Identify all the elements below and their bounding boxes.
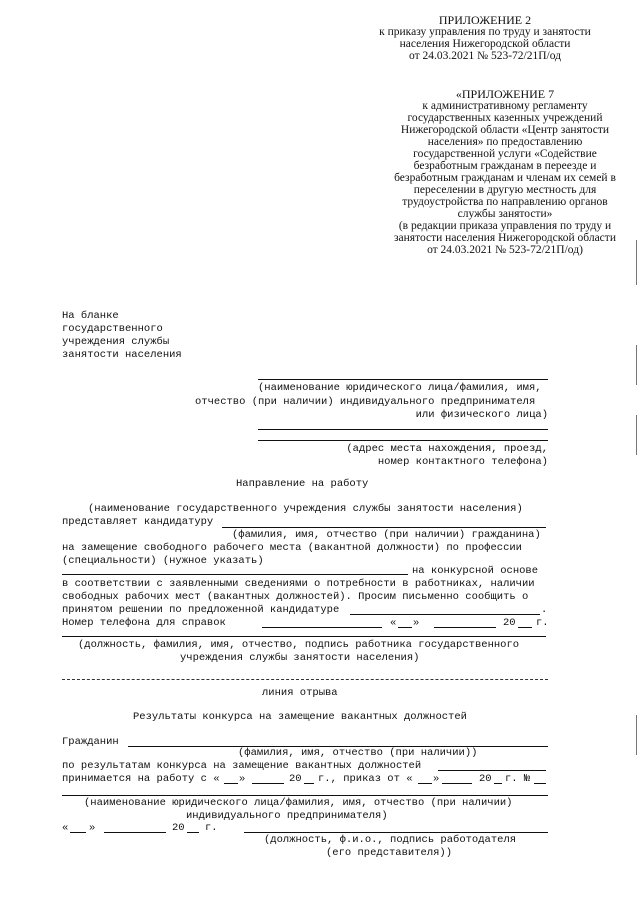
annex7-line-4: населения» по предоставлению xyxy=(427,136,583,148)
body-line-7: в соответствии с заявленными сведениями о потребности в работниках, наличии xyxy=(62,578,535,590)
annex2-line-3: от 24.03.2021 № 523-72/21П/од xyxy=(408,50,561,62)
annex7-line-3: Нижегородской области «Центр занятости xyxy=(400,124,610,136)
candidate-name-line xyxy=(222,527,546,528)
body-line-10: Номер телефона для справок xyxy=(62,617,226,629)
body-line-2: представляет кандидатуру xyxy=(62,516,214,528)
hire-day-line xyxy=(224,783,238,784)
citizen-name-caption: (фамилия, имя, отчество (при наличии)) xyxy=(238,747,478,759)
annex7-line-12: занятости населения Нижегородской области xyxy=(394,232,616,244)
body-line-9-end: . xyxy=(541,604,548,616)
body-line-1: (наименование государственного учреждения службы занятости населения) xyxy=(88,503,523,515)
annex7-line-5: государственной услуги «Содействие xyxy=(413,148,597,160)
signature-line xyxy=(62,636,546,637)
employer-signature-caption-1: (должность, ф.и.о., подпись работодателя xyxy=(264,834,517,846)
recipient-address-line-2 xyxy=(258,440,548,441)
employer-name-line xyxy=(62,795,548,796)
employer-caption-1: (наименование юридического лица/фамилия, имя, отчество (при наличии) xyxy=(84,797,513,809)
phone-date-year: 20 xyxy=(503,617,516,629)
recipient-address-line-1 xyxy=(258,429,548,430)
results-line-2-f: 20 xyxy=(479,773,492,785)
signature-date-open-quote: « xyxy=(62,822,69,834)
results-line-2-g: г. № xyxy=(505,773,531,785)
order-number-line xyxy=(534,783,546,784)
decision-line xyxy=(350,614,540,615)
body-line-4: на замещение свободного рабочего места (вакантной должности) по профессии xyxy=(62,542,522,554)
recipient-name-line xyxy=(258,379,548,380)
hire-year-line xyxy=(304,783,314,784)
tear-off-dashed-line xyxy=(62,679,548,680)
results-line-2-a: принимается на работу с « xyxy=(62,773,220,785)
annex7-line-13: от 24.03.2021 № 523-72/21П/од) xyxy=(427,244,583,256)
results-line-2-b: » xyxy=(239,773,246,785)
results-title: Результаты конкурса на замещение вакантных должностей xyxy=(133,711,467,723)
body-line-8: свободных рабочих мест (вакантных должностей). Просим письменно сообщить о xyxy=(62,591,529,603)
body-line-12: учреждения службы занятости населения) xyxy=(180,652,420,664)
recipient-address-caption-1: (адрес места нахождения, проезд, xyxy=(346,443,548,455)
recipient-caption-1: (наименование юридического лица/фамилия, имя, xyxy=(258,382,542,394)
employer-caption-2: индивидуального предпринимателя) xyxy=(186,810,388,822)
phone-date-month-line xyxy=(434,627,496,628)
results-line-1: по результатам конкурса на замещение вакантных должностей xyxy=(62,760,422,772)
employer-signature-caption-2: (его представителя)) xyxy=(326,847,453,859)
annex2-line-1: к приказу управления по труду и занятости xyxy=(379,26,591,38)
profession-line xyxy=(62,574,408,575)
results-line-2-d: г., приказ от « xyxy=(318,773,413,785)
annex7-line-10: службы занятости» xyxy=(457,208,553,220)
results-line-2-c: 20 xyxy=(289,773,302,785)
annex7-title: «ПРИЛОЖЕНИЕ 7 xyxy=(455,87,555,101)
annex2-title: ПРИЛОЖЕНИЕ 2 xyxy=(438,13,532,27)
signature-date-g: г. xyxy=(205,822,218,834)
tear-off-label: линия отрыва xyxy=(262,687,338,699)
body-line-5: (специальности) (нужное указать) xyxy=(62,555,264,567)
body-line-6: на конкурсной основе xyxy=(412,565,539,577)
body-line-9: принятом решении по предложенной кандидатуре xyxy=(62,604,340,616)
scan-edge-mark-4 xyxy=(636,715,637,755)
results-line-2-e: » xyxy=(433,773,440,785)
citizen-label: Гражданин xyxy=(62,736,119,748)
results-line-1-fill xyxy=(438,770,546,771)
annex7-line-1: к административному регламенту xyxy=(422,100,588,112)
signature-date-close-quote: » xyxy=(89,822,96,834)
scan-edge-mark-1 xyxy=(636,240,637,285)
signature-date-year-line xyxy=(187,832,199,833)
document-title: Направление на работу xyxy=(236,478,369,490)
order-year-line xyxy=(494,783,502,784)
recipient-caption-2: отчество (при наличии) индивидуального предпринимателя xyxy=(195,396,536,408)
phone-date-open-quote: « xyxy=(390,617,397,629)
hire-month-line xyxy=(252,783,284,784)
recipient-address-caption-2: номер контактного телефона) xyxy=(377,456,548,468)
annex2-line-2: населения Нижегородской области xyxy=(399,38,571,50)
annex7-line-2: государственных казенных учреждений xyxy=(407,112,603,124)
annex7-line-6: безработным гражданам в переезде и xyxy=(413,160,597,172)
order-month-line xyxy=(442,783,472,784)
annex7-line-11: (в редакции приказа управления по труду и xyxy=(398,220,612,232)
blank-note-2: государственного xyxy=(62,323,163,335)
phone-date-day-line xyxy=(398,627,412,628)
scan-edge-mark-2 xyxy=(636,345,637,385)
phone-line xyxy=(262,627,382,628)
blank-note-4: занятости населения xyxy=(62,349,182,361)
order-day-line xyxy=(418,783,432,784)
phone-date-year-line xyxy=(518,627,532,628)
phone-date-close-quote: » xyxy=(413,617,420,629)
blank-note-3: учреждения службы xyxy=(62,336,170,348)
blank-note-1: На бланке xyxy=(62,310,119,322)
signature-date-month-line xyxy=(104,832,166,833)
annex7-line-7: безработным гражданам и членам их семей в xyxy=(394,172,616,184)
annex7-line-9: трудоустройства по направлению органов xyxy=(402,196,608,208)
phone-date-g: г. xyxy=(536,617,549,629)
scan-edge-mark-3 xyxy=(636,415,637,455)
employer-signature-line xyxy=(244,832,548,833)
signature-date-day-line xyxy=(70,832,86,833)
annex7-line-8: переселении в другую местность для xyxy=(413,184,597,196)
body-line-3: (фамилия, имя, отчество (при наличии) гражданина) xyxy=(232,529,541,541)
signature-date-year: 20 xyxy=(172,822,185,834)
recipient-caption-3: или физического лица) xyxy=(415,409,548,421)
body-line-11: (должность, фамилия, имя, отчество, подпись работника государственного xyxy=(78,639,520,651)
